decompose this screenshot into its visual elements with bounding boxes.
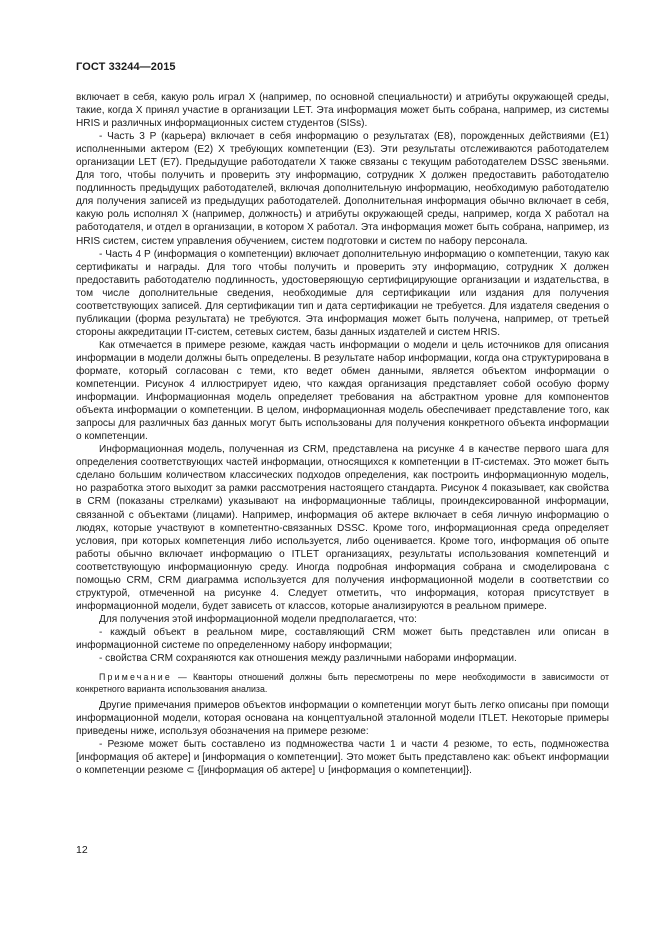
standard-header: ГОСТ 33244—2015 bbox=[76, 61, 176, 73]
list-item: - Резюме может быть составлено из подмножества части 1 и части 4 резюме, то есть, подмножества [информация об актере] и [информация о компетенции]. Это может быть представлено как: объект информации о компетенции резюме ⊂ {[информация об актере] ∪ [информация о компетенции]}. bbox=[76, 739, 609, 777]
list-item: - свойства CRM сохраняются как отношения между различными наборами информации. bbox=[99, 653, 517, 665]
document-body bbox=[76, 91, 609, 777]
paragraph: Для получения этой информационной модели предполагается, что: bbox=[99, 613, 417, 625]
note bbox=[76, 671, 609, 695]
note-label: Примечание bbox=[99, 672, 172, 683]
paragraph: включает в себя, какую роль играл X (например, по основной специальности) и атрибуты окружающей среды, такие, когда X принял участие в организации LET. Эта информация может быть собрана, например, из системы HRIS и различных информационных систем студентов (SISs). bbox=[76, 92, 609, 130]
paragraph: Как отмечается в примере резюме, каждая часть информации о модели и цель источников для описания информации в модели должны быть определены. В результате набор информации, когда она структурирована в формате, который согласован с теми, кто ведет обмен данными, является объектом информации о компетенции. Рисунок 4 иллюстрирует идею, что каждая организация представляет собой особую форму информации. Информационная модель определяет требования на абстрактном уровне для компонентов объекта информации о компетенции. В целом, информационная модель обеспечивает представление того, как запросы для различных баз данных могут быть использованы для получения конкретного объекта информации о компетенции. bbox=[76, 339, 609, 443]
paragraph: Информационная модель, полученная из CRM, представлена на рисунке 4 в качестве первого шага для определения соответствующих частей информации, относящихся к компетенции в IT-системах. Это может быть сделано большим количеством классических подходов определения, как построить информационную модель, но разработка этого выходит за рамки рассмотрения настоящего стандарта. Рисунок 4 показывает, как свойства в CRM (показаны стрелками) указывают на информационные таблицы, проиндексированной информации, связанной с объектами (лицами). Например, информация об актере включает в себя личную информацию о людях, которые участвуют в компетентно-связанных DSSC. Кроме того, информационная среда определяет условия, при которых компетенция либо используется, либо оценивается. Кроме того, информация об опыте работы обычно включает информацию о ITLET организациях, результаты использования компетенций и соответствующую информационную среду. Иногда подробная информация собрана и смоделирована с помощью CRM, CRM диаграмма используется для получения информационной модели в соответствии со структурой, отмеченной на рисунке 4. Следует отметить, что информация, которая присутствует в информационной модели, будет зависеть от классов, которые анализируются в реальном примере. bbox=[76, 444, 609, 612]
paragraph: - Часть 4 Р (информация о компетенции) включает дополнительную информацию о компетенции, такую как сертификаты и награды. Для того чтобы получить и проверить эту информацию, сотрудник X должен предоставить работодателю подлинность, удостоверяющую сертифицирующие организации и издательства, в том числе дополнительные сведения, необходимые для сертификации или издания для получения соответствующих записей. Для сертификации тип и дата сертификации не требуется. Для издателя сведения о публикации (форма результата) не требуются. Эта информация может быть получена, например, от третьей стороны аккредитации IT-систем, сетевых систем, базы данных издателей и систем HRIS. bbox=[76, 248, 609, 338]
paragraph: - Часть 3 Р (карьера) включает в себя информацию о результатах (Е8), порожденных действиями (Е1) исполненными актером (Е2) X требующих компетенции (Е3). Эти результаты отслеживаются работодателем организации LET (Е7). Предыдущие работодатели X также связаны с текущим работодателем DSSC звеньями. Для того, чтобы получить и проверить эту информацию, сотрудник X должен предоставить работодателю подлинность предыдущих работодателей, включая дополнительную информацию, необходимую работодателю для получения записей из предыдущих работодателей. Дополнительная информация обычно включает в себя, какую роль исполнял X (например, должность) и атрибуты окружающей среды, например, когда X работал на работодателя, и отдел в организации, в котором X работал. Эта информация может быть собрана, например, из HRIS систем, систем управления обучением, систем подготовки и систем по набору персонала. bbox=[76, 131, 609, 247]
note-text: — Кванторы отношений должны быть пересмотрены по мере необходимости в зависимости от конкретного варианта использования анализа. bbox=[76, 672, 609, 695]
paragraph: Другие примечания примеров объектов информации о компетенции могут быть легко описаны при помощи информационной модели, которая основана на концептуальной эталонной модели ITLET. Некоторые примеры приведены ниже, используя обозначения на примере резюме: bbox=[76, 700, 609, 738]
page-number: 12 bbox=[76, 844, 88, 856]
list-item: - каждый объект в реальном мире, составляющий CRM может быть представлен или описан в информационной системе по определенному набору информации; bbox=[76, 626, 609, 651]
